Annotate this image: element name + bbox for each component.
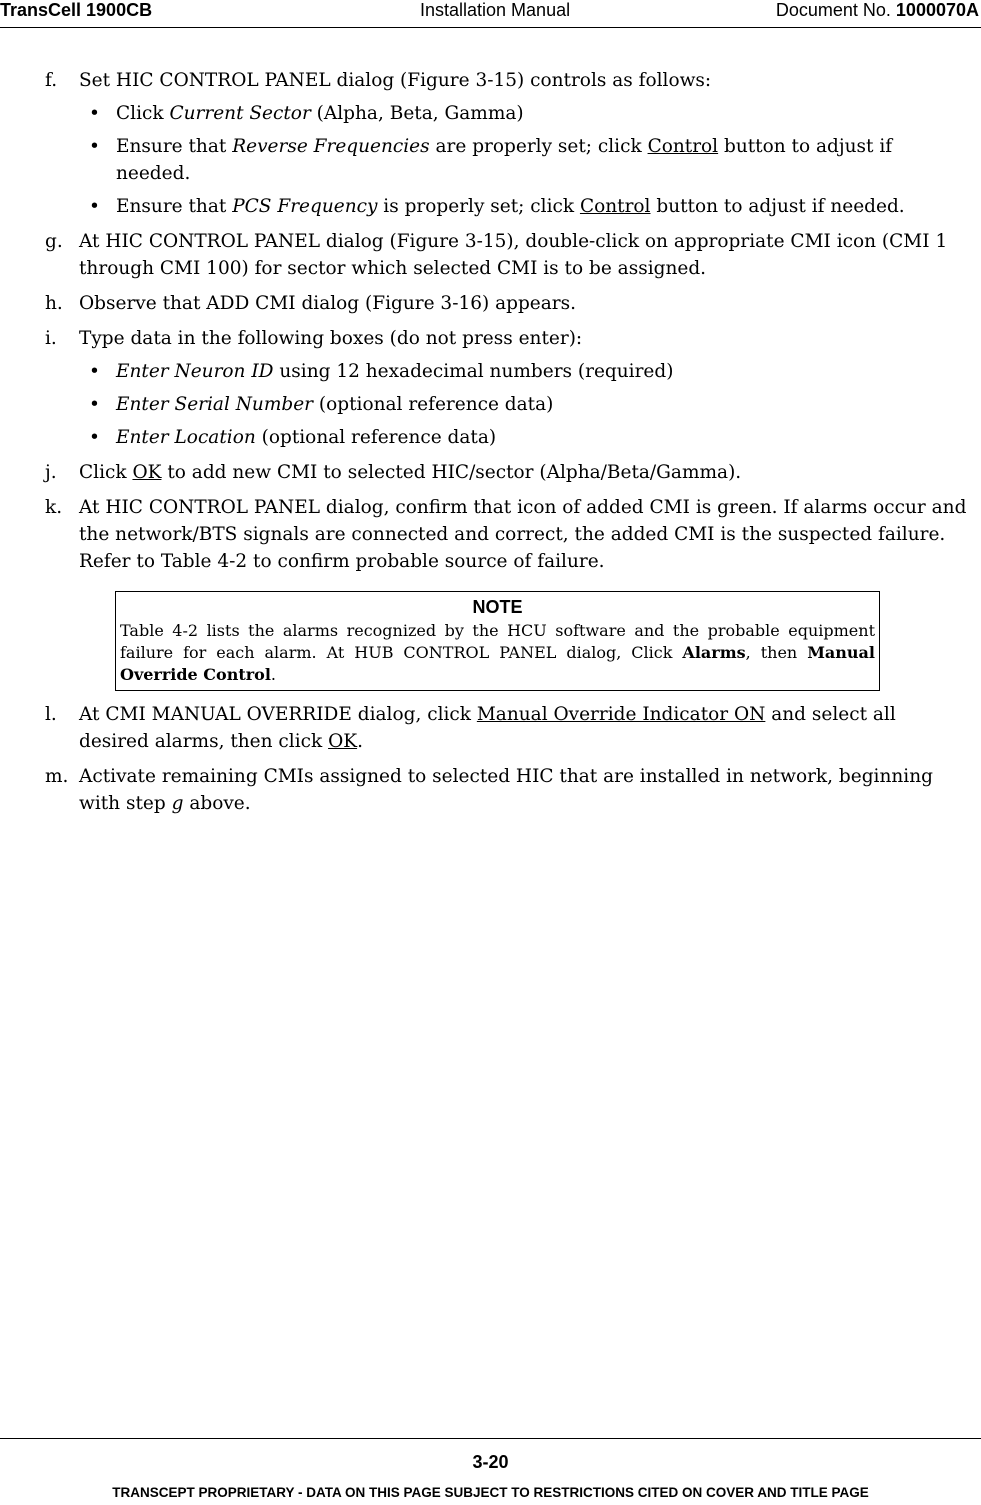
- step-text: Set HIC CONTROL PANEL dialog (Figure 3-15) controls as follows:: [79, 70, 712, 91]
- control-button-ref: Control: [647, 136, 719, 157]
- step-label: g.: [45, 231, 63, 252]
- ok-button-ref: OK: [328, 731, 358, 752]
- page-header: [0, 0, 981, 28]
- step-label: i.: [45, 328, 57, 349]
- step-label: m.: [45, 766, 69, 787]
- bullet-item: • Click Current Sector (Alpha, Beta, Gamma): [79, 100, 970, 127]
- bullet-icon: •: [89, 136, 100, 157]
- note-title: NOTE: [472, 597, 523, 617]
- procedure-steps: [45, 67, 970, 825]
- step-g: [45, 228, 970, 282]
- bullet-item: • Ensure that Reverse Frequencies are properly set; click Control button to adjust if needed.: [79, 133, 970, 187]
- step-label: k.: [45, 497, 63, 518]
- manual-override-ref: Manual Override Indicator ON: [476, 704, 766, 725]
- step-f: [45, 67, 970, 220]
- step-label: l.: [45, 704, 57, 725]
- product-name: TransCell 1900CB: [0, 0, 153, 20]
- footer-divider: [0, 1438, 981, 1439]
- bullet-item: • Enter Location (optional reference data): [79, 424, 970, 451]
- step-j: j. Click OK to add new CMI to selected HIC/sector (Alpha/Beta/Gamma).: [45, 459, 970, 486]
- document-number: Document No. 1000070A: [775, 0, 979, 20]
- step-label: f.: [45, 70, 58, 91]
- bullet-item: • Ensure that PCS Frequency is properly set; click Control button to adjust if needed.: [79, 193, 970, 220]
- bullet-item: • Enter Neuron ID using 12 hexadecimal numbers (required): [79, 358, 970, 385]
- step-k: [45, 494, 970, 575]
- step-h: [45, 290, 970, 317]
- bullet-icon: •: [89, 361, 100, 382]
- bullet-icon: •: [89, 427, 100, 448]
- control-button-ref: Control: [579, 196, 651, 217]
- step-text: At HIC CONTROL PANEL dialog, confirm that icon of added CMI is green. If alarms occur and the network/BTS signals are connected and correct, the added CMI is the suspected failure. Refer to Table 4-2 to confirm probable source of failure.: [79, 497, 967, 572]
- step-text: Observe that ADD CMI dialog (Figure 3-16) appears.: [79, 293, 576, 314]
- bullet-item: • Enter Serial Number (optional reference data): [79, 391, 970, 418]
- step-i: [45, 325, 970, 451]
- step-m: m. Activate remaining CMIs assigned to selected HIC that are installed in network, beginning with step g above.: [45, 763, 970, 817]
- step-l: l. At CMI MANUAL OVERRIDE dialog, click Manual Override Indicator ON and select all desired alarms, then click OK.: [45, 701, 970, 755]
- step-text: At HIC CONTROL PANEL dialog (Figure 3-15), double-click on appropriate CMI icon (CMI 1 through CMI 100) for sector which selected CMI is to be assigned.: [79, 231, 948, 279]
- step-label: j.: [45, 462, 57, 483]
- step-text: Type data in the following boxes (do not press enter):: [79, 328, 583, 349]
- proprietary-notice: TRANSCEPT PROPRIETARY - DATA ON THIS PAGE SUBJECT TO RESTRICTIONS CITED ON COVER AND TITLE PAGE: [112, 1485, 869, 1500]
- bullet-icon: •: [89, 103, 100, 124]
- step-label: h.: [45, 293, 63, 314]
- bullet-icon: •: [89, 394, 100, 415]
- bullet-icon: •: [89, 196, 100, 217]
- note-box: NOTE Table 4-2 lists the alarms recognized by the HCU software and the probable equipment failure for each alarm. At HUB CONTROL PANEL dialog, Click Alarms, then Manual Override Control.: [115, 591, 880, 691]
- manual-title: Installation Manual: [420, 0, 571, 20]
- page-number: 3-20: [472, 1452, 509, 1472]
- ok-button-ref: OK: [132, 462, 162, 483]
